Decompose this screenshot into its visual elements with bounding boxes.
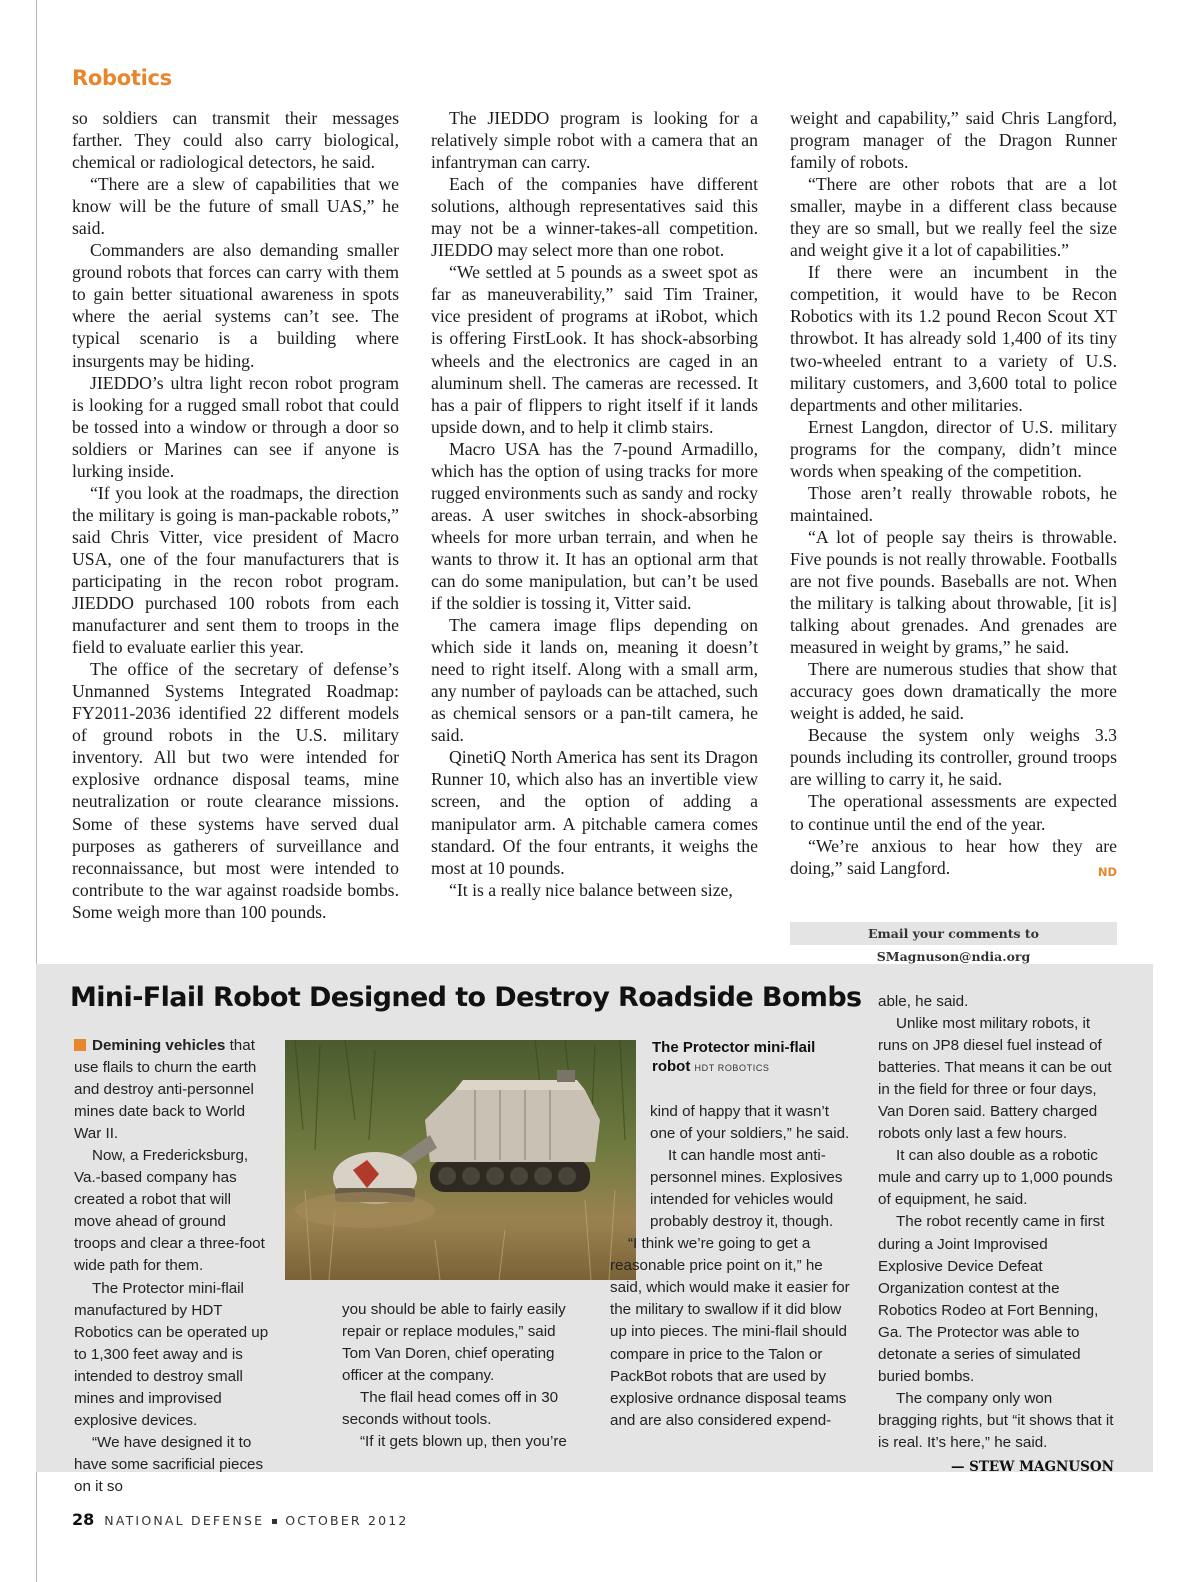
article-paragraph-last xyxy=(790,835,1117,879)
article-column-1 xyxy=(72,107,399,923)
article-paragraph: QinetiQ North America has sent its Dragon Runner 10, which also has an invertible view screen, and the option of adding a manipulator arm. A pitchable camera comes standard. Of the four entrants, it weighs the most at 10 pounds. xyxy=(431,747,758,878)
article-paragraph: The operational assessments are expected to continue until the end of the year. xyxy=(790,791,1117,834)
article-paragraph: Macro USA has the 7-pound Armadillo, which has the option of using tracks for more rugged environments such as sandy and rocky areas. A user switches in shock-absorbing wheels for more urban terrain, and when he wants to throw it. It has an optional arm that can do some manipulation, but can’t be used if the soldier is tossing it, Vitter said. xyxy=(431,438,758,614)
article-paragraph: “It is a really nice balance between size, xyxy=(449,879,733,900)
article-paragraph: JIEDDO’s ultra light recon robot program is looking for a rugged small robot that could be tossed into a window or through a door so soldiers or Marines can see if anyone is lurking inside. xyxy=(72,372,399,481)
article-paragraph: “There are a slew of capabilities that we know will be the future of small UAS,” he said. xyxy=(72,174,399,239)
article-paragraph: There are numerous studies that show that accuracy goes down dramatically the more weight is added, he said. xyxy=(790,659,1117,724)
article-paragraph: Ernest Langdon, director of U.S. military programs for the company, didn’t mince words when speaking of the competition. xyxy=(790,416,1117,481)
sidebar-column-1 xyxy=(74,1035,272,1498)
sidebar-column-3 xyxy=(610,1101,850,1432)
magazine-name: NATIONAL DEFENSE xyxy=(104,1513,265,1528)
article-paragraph: Those aren’t really throwable robots, he maintained. xyxy=(790,482,1117,525)
sidebar-paragraph: able, he said. xyxy=(878,993,969,1010)
sidebar-paragraph: It can also double as a robotic mule and carry up to 1,000 pounds of equipment, he said. xyxy=(878,1147,1113,1209)
page-footer xyxy=(72,1510,409,1529)
bullet-square-icon xyxy=(74,1039,86,1051)
sidebar-paragraph: “I think we’re going to get a reasonable price point on it,” he said, which would make it easier for the military to swallow if it did blow up into pieces. The mini-flail should compare in price to the Talon or PackBot robots that are used by explosive ordnance disposal teams and are also considered expend- xyxy=(610,1235,850,1429)
robot-photo xyxy=(285,1040,636,1280)
section-label: Robotics xyxy=(72,66,172,90)
article-paragraph: Each of the companies have different solutions, although representatives said this may not be a winner-takes-all competition. JIEDDO may select more than one robot. xyxy=(431,174,758,261)
photo-caption xyxy=(652,1038,852,1078)
sidebar-paragraph: you should be able to fairly easily repair or replace modules,” said Tom Van Doren, chief operating officer at the company. xyxy=(342,1301,566,1385)
article-paragraph: The JIEDDO program is looking for a relatively simple robot with a camera that an infantryman can carry. xyxy=(431,108,758,173)
sidebar-lead-paragraph xyxy=(74,1035,272,1145)
sidebar-paragraph: “We have designed it to have some sacrificial pieces on it so xyxy=(74,1433,264,1495)
sidebar-paragraph: Now, a Fredericksburg, Va.-based company has created a robot that will move ahead of ground troops and clear a three-foot wide path for them. xyxy=(74,1147,265,1275)
article-paragraph: “There are other robots that are a lot smaller, maybe in a different class because they are so small, but we really feel the size and weight give it a lot of capabilities.” xyxy=(790,174,1117,261)
article-column-2 xyxy=(431,107,758,901)
sidebar-lead-text: that use flails to churn the earth and destroy anti-personnel mines date back to World War II. xyxy=(74,1037,257,1143)
article-column-3 xyxy=(790,107,1117,883)
article-paragraph: weight and capability,” said Chris Langford, program manager of the Dragon Runner family of robots. xyxy=(790,108,1117,173)
article-paragraph: Commanders are also demanding smaller ground robots that forces can carry with them to gain better situational awareness in spots where the aerial systems can’t see. The typical scenario is a building where insurgents may be hiding. xyxy=(72,240,399,371)
photo-caption-text: The Protector mini-flail robot xyxy=(652,1039,816,1075)
article-last-text: “We’re anxious to hear how they are doing,” said Langford. xyxy=(790,835,1117,878)
article-paragraph: “If you look at the roadmaps, the direction the military is going is man-packable robots,” said Chris Vitter, vice president of Macro USA, one of the four manufacturers that is participating in the recon robot program. JIEDDO purchased 100 robots from each manufacturer and sent them to troops in the field to evaluate earlier this year. xyxy=(72,482,399,658)
article-paragraph: “A lot of people say theirs is throwable. Five pounds is not really throwable. Footballs are not five pounds. Baseballs are not. When the military is talking about throwable, [it is] talking about grenades. And grenades are measured in weight by grams,” he said. xyxy=(790,526,1117,658)
sidebar-paragraph: The robot recently came in first during a Joint Improvised Explosive Device Defeat Organization contest at the Robotics Rodeo at Fort Benning, Ga. The Protector was able to detonate a series of simulated buried bombs. xyxy=(878,1213,1105,1385)
sidebar-column-4 xyxy=(878,991,1114,1478)
article-paragraph: If there were an incumbent in the competition, it would have to be Recon Robotics with its 1.2 pound Recon Scout XT throwbot. It has already sold 1,400 of its tiny two-wheeled entrant to a variety of U.S. military customers, and 3,600 total to police departments and other militaries. xyxy=(790,262,1117,415)
sidebar-byline: — STEW MAGNUSON xyxy=(950,1458,1114,1475)
footer-separator xyxy=(272,1519,277,1524)
sidebar-paragraph: Unlike most military robots, it runs on JP8 diesel fuel instead of batteries. That means it can be out in the field for three or four days, Van Doren said. Battery charged robots only last a few hours. xyxy=(878,1015,1112,1143)
email-comments-note: Email your comments to SMagnuson@ndia.org xyxy=(790,922,1117,945)
article-paragraph: Because the system only weighs 3.3 pounds including its controller, ground troops are willing to carry it, he said. xyxy=(790,725,1117,790)
article-paragraph: “We settled at 5 pounds as a sweet spot as far as maneuverability,” said Tim Trainer, vice president of programs at iRobot, which is offering FirstLook. It has shock-absorbing wheels and the electronics are caged in an aluminum shell. The cameras are recessed. It has a pair of flippers to right itself if it lands upside down, and to help it climb stairs. xyxy=(431,262,758,437)
article-paragraph: The camera image flips depending on which side it lands on, meaning it doesn’t need to right itself. Along with a small arm, any number of payloads can be attached, such as chemical sensors or a pan-tilt camera, he said. xyxy=(431,615,758,746)
sidebar-title: Mini-Flail Robot Designed to Destroy Roadside Bombs xyxy=(70,982,862,1013)
page-number: 28 xyxy=(72,1510,95,1529)
article-paragraph: so soldiers can transmit their messages farther. They could also carry biological, chemical or radiological detectors, he said. xyxy=(72,108,399,173)
sidebar-paragraph: “If it gets blown up, then you’re xyxy=(360,1433,567,1451)
sidebar-paragraph: The Protector mini-flail manufactured by HDT Robotics can be operated up to 1,300 feet away and is intended to destroy small mines and improvised explosive devices. xyxy=(74,1279,269,1429)
sidebar-lead-bold: Demining vehicles xyxy=(92,1037,226,1054)
sidebar-column-2 xyxy=(342,1299,582,1453)
issue-date: OCTOBER 2012 xyxy=(285,1513,409,1528)
end-mark: ND xyxy=(1097,864,1117,879)
sidebar-paragraph: It can handle most anti-personnel mines. Explosives intended for vehicles would probably destroy it, though. xyxy=(650,1147,843,1231)
sidebar-paragraph: The flail head comes off in 30 seconds without tools. xyxy=(342,1389,559,1429)
article-paragraph: The office of the secretary of defense’s Unmanned Systems Integrated Roadmap: FY2011-2036 identified 22 different models of ground robots in the U.S. military inventory. All but two were intended for explosive ordnance disposal teams, mine neutralization or route clearance missions. Some of these systems have served dual purposes as gatherers of surveillance and reconnaissance, but most were intended to contribute to the war against roadside bombs. Some weigh more than 100 pounds. xyxy=(72,659,399,922)
photo-credit: HDT ROBOTICS xyxy=(694,1063,770,1073)
sidebar-paragraph: The company only won bragging rights, but “it shows that it is real. It’s here,” he said. xyxy=(878,1389,1114,1451)
sidebar-paragraph: kind of happy that it wasn’t one of your soldiers,” he said. xyxy=(650,1103,850,1143)
